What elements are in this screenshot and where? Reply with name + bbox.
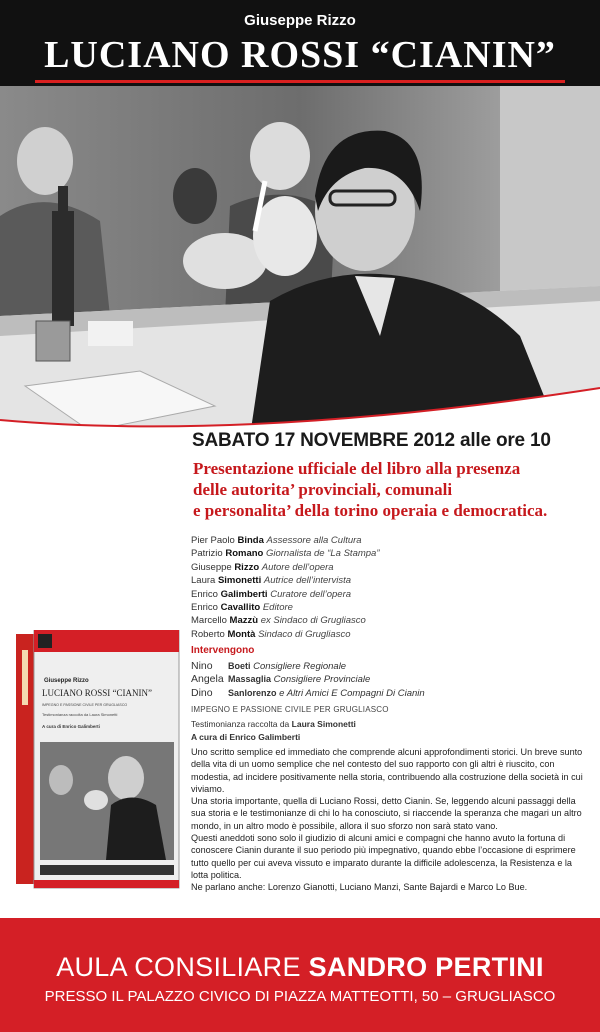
author-name: Giuseppe Rizzo bbox=[244, 12, 356, 29]
intervenor-row: Nino Boeti Consigliere Regionale bbox=[191, 660, 347, 672]
venue: AULA CONSILIARE SANDRO PERTINI bbox=[56, 952, 544, 982]
speaker-row: Pier Paolo Binda Assessore alla Cultura bbox=[191, 535, 362, 546]
body-paragraph: Una storia importante, quella di Luciano Rossi, detto Cianin. Se, leggendo alcuni passaggi della sua storia e le testimonianze di chi lo ha conosciuto, si riaccende la speranza che magari un altro mondo, in un altro modo è possibile, allora il suo sforzo non sarà stato vano. bbox=[191, 796, 582, 831]
speaker-row: Laura Simonetti Autrice dell’intervista bbox=[191, 575, 351, 587]
intervengono-heading: Intervengono bbox=[191, 645, 255, 656]
event-date: SABATO 17 NOVEMBRE 2012 alle ore 10 bbox=[192, 430, 551, 451]
testimony-credit: Testimonianza raccolta da Laura Simonetti bbox=[191, 719, 356, 729]
intervenor-row: Dino Sanlorenzo e Altri Amici E Compagni Di Cianin bbox=[191, 686, 425, 699]
presentation-text bbox=[193, 458, 593, 521]
cover-title: LUCIANO ROSSI “CIANIN” bbox=[42, 688, 152, 698]
speakers-list bbox=[191, 534, 380, 641]
description-text bbox=[191, 746, 589, 894]
presentation-line: Presentazione ufficiale del libro alla presenza bbox=[193, 459, 521, 478]
body-paragraph: Ne parlano anche: Lorenzo Gianotti, Luciano Manzi, Sante Bajardi e Marco Lo Bue. bbox=[191, 882, 528, 893]
red-divider bbox=[35, 80, 565, 83]
cover-subtitle: IMPEGNO E PASSIONE CIVILE PER GRUGLIASCO bbox=[42, 703, 128, 707]
presentation-line: delle autorita’ provinciali, comunali bbox=[193, 480, 453, 499]
cover-author: Giuseppe Rizzo bbox=[44, 678, 89, 684]
cover-curator: A cura di Enrico Galimberti bbox=[42, 724, 100, 729]
book-subtitle: IMPEGNO E PASSIONE CIVILE PER GRUGLIASCO bbox=[191, 705, 389, 714]
presentation-line: e personalita’ della torino operaia e democratica. bbox=[193, 501, 548, 520]
cover-testimony: Testimonianza raccolta da Laura Simonetti bbox=[42, 712, 118, 717]
venue-address: PRESSO IL PALAZZO CIVICO DI PIAZZA MATTEOTTI, 50 – GRUGLIASCO bbox=[44, 988, 556, 1005]
body-paragraph: Uno scritto semplice ed immediato che comprende alcuni approfondimenti storici. Un breve sunto della vita di un uomo semplice che nel contesto del suo rapporto con gli altri è riuscito, con modestia, ad incidere positivamente nella storia, contribuendo alla costruzione della società in cui viviamo. bbox=[191, 747, 583, 794]
intervengono-list bbox=[191, 660, 425, 700]
speaker-row: Roberto Montà Sindaco di Grugliasco bbox=[191, 628, 351, 640]
speaker-row: Enrico Cavallito Editore bbox=[191, 602, 293, 614]
book-cover-image bbox=[16, 630, 181, 890]
curator-credit: A cura di Enrico Galimberti bbox=[191, 732, 301, 742]
speaker-row: Enrico Galimberti Curatore dell’opera bbox=[191, 588, 352, 600]
intervenor-row: Angela Massaglia Consigliere Provinciale bbox=[191, 673, 371, 686]
body-paragraph: Questi aneddoti sono solo il giudizio di alcuni amici e compagni che hanno avuto la fortuna di conoscere Cianin durante il suo periodo più impegnativo, quando ebbe l’occasione di esprimere tutto quello per cui aveva vissuto e imparato durante la difficile adolescenza, la Resistenza e la lotta politica. bbox=[191, 833, 576, 880]
speaker-row: Marcello Mazzù ex Sindaco di Grugliasco bbox=[191, 615, 366, 627]
speaker-row: Giuseppe Rizzo Autore dell’opera bbox=[191, 561, 334, 573]
book-title: LUCIANO ROSSI “CIANIN” bbox=[44, 34, 556, 76]
footer-band bbox=[0, 918, 600, 1032]
speaker-row: Patrizio Romano Giornalista de “La Stampa” bbox=[191, 548, 380, 560]
header-band bbox=[0, 0, 600, 86]
